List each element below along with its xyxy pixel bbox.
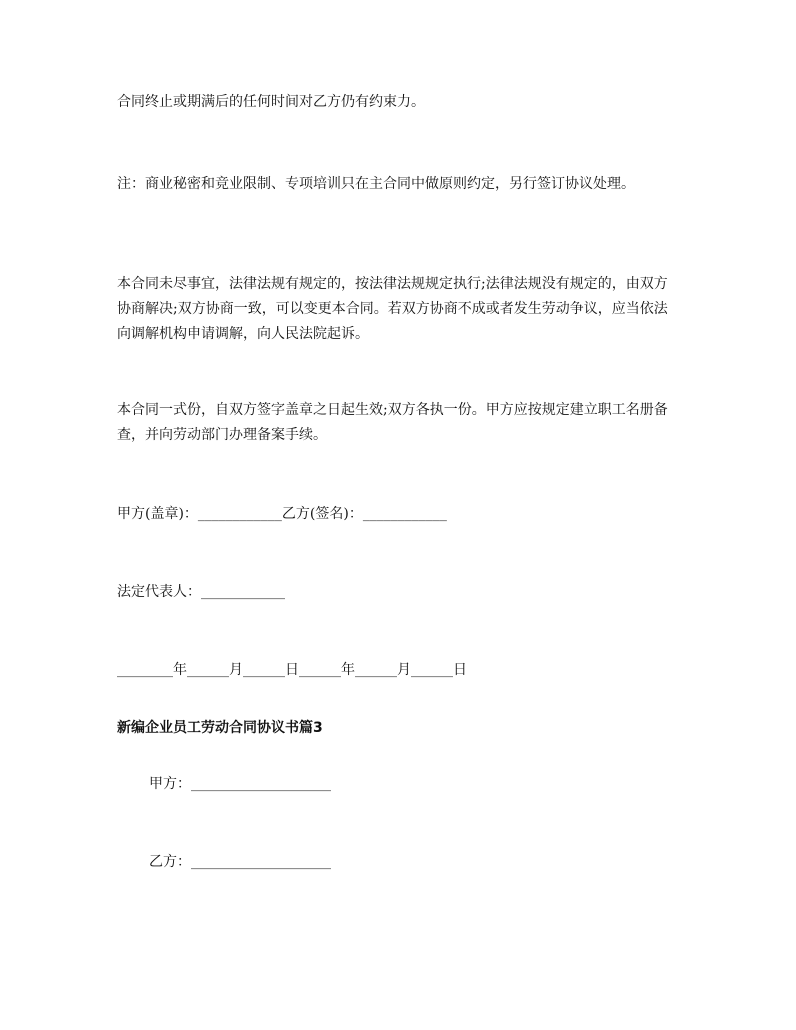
section-heading: 新编企业员工劳动合同协议书篇3 — [117, 720, 323, 736]
signature-line: 甲方(盖章)：____________乙方(签名)：____________ — [117, 506, 447, 522]
date-line: ________年______月______日______年______月______日 — [117, 662, 467, 678]
paragraph-unresolved-matters: 本合同未尽事宜，法律法规有规定的，按法律法规规定执行;法律法规没有规定的，由双方协商解决;双方协商一致，可以变更本合同。若双方协商不成或者发生劳动争议，应当依法向调解机构申请调解，向人民法院起诉。 — [117, 276, 668, 342]
party-a-line: 甲方：____________________ — [149, 776, 331, 792]
legal-representative-line: 法定代表人：____________ — [117, 584, 285, 600]
party-b-line: 乙方：____________________ — [149, 854, 331, 870]
paragraph-copies-effective: 本合同一式份，自双方签字盖章之日起生效;双方各执一份。甲方应按规定建立职工名册备查，并向劳动部门办理备案手续。 — [117, 402, 668, 443]
paragraph-note: 注：商业秘密和竞业限制、专项培训只在主合同中做原则约定，另行签订协议处理。 — [117, 176, 635, 192]
paragraph-contract-termination: 合同终止或期满后的任何时间对乙方仍有约束力。 — [117, 94, 425, 110]
